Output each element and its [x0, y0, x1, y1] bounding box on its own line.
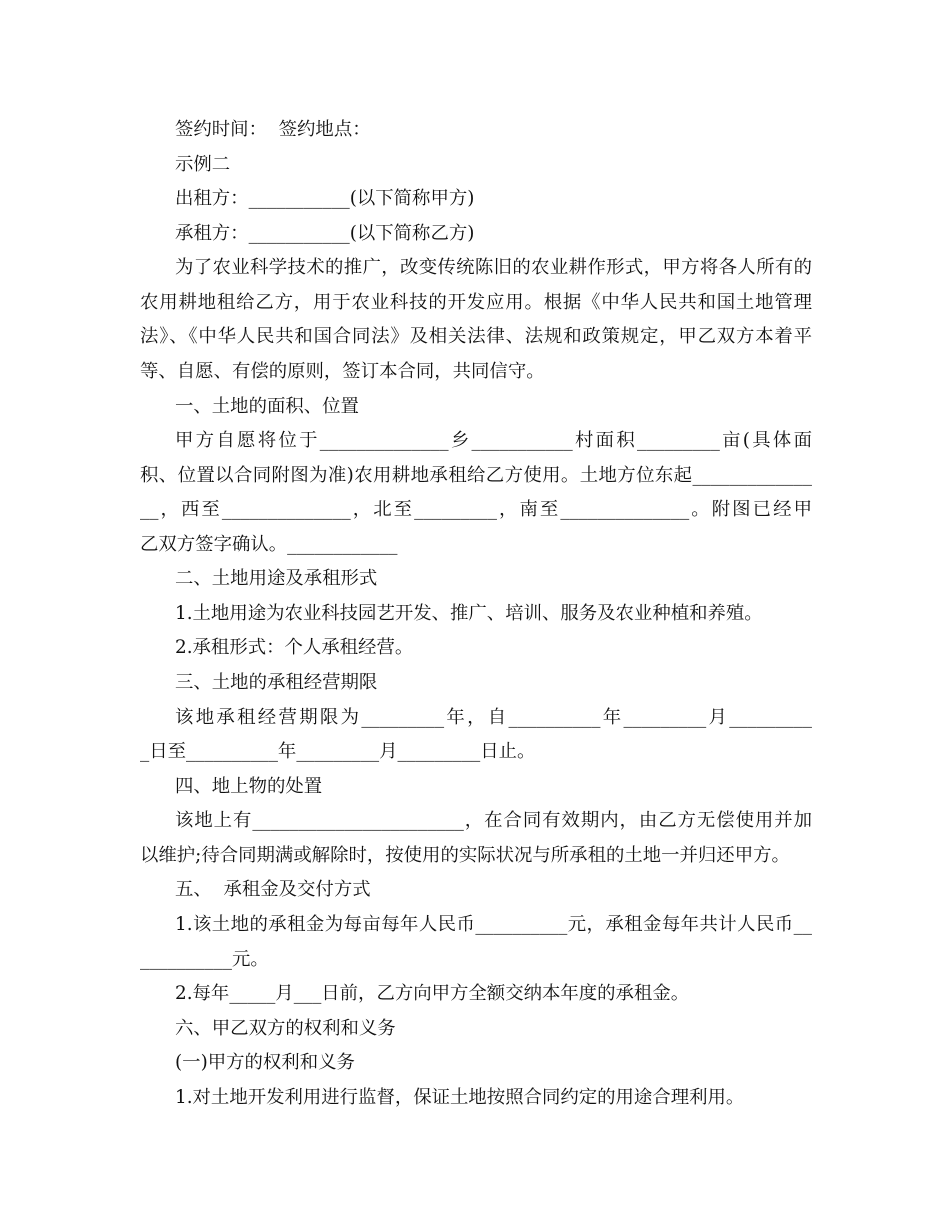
section-2-item-1: 1.土地用途为农业科技园艺开发、推广、培训、服务及农业种植和养殖。 [175, 602, 763, 624]
lessee-line: 承租方：___________(以下简称乙方) [175, 222, 475, 244]
section-6-heading: 六、甲乙双方的权利和义务 [175, 1017, 396, 1039]
preamble-line-4: 等、自愿、有偿的原则，签订本合同，共同信守。 [140, 360, 545, 382]
preamble-line-3: 法》、《中华人民共和国合同法》及相关法律、法规和政策规定，甲乙双方本着平 [140, 326, 812, 348]
lessor-line: 出租方：___________(以下简称甲方) [175, 188, 475, 210]
section-5-heading: 五、 承租金及交付方式 [175, 879, 371, 901]
section-5-item-1-line-1: 1.该土地的承租金为每亩每年人民币__________元，承租金每年共计人民币__ [175, 913, 812, 935]
section-1-line-3: __，西至______________，北至_________，南至______________。附图已经甲 [140, 499, 812, 521]
section-2-heading: 二、土地用途及承租形式 [175, 568, 378, 590]
section-1-line-4: 乙双方签字确认。____________ [140, 533, 398, 555]
section-5-item-1-line-2: __________元。 [140, 948, 269, 970]
section-3-heading: 三、土地的承租经营期限 [175, 672, 378, 693]
section-4-line-1: 该地上有_______________________，在合同有效期内，由乙方无偿使用并加 [175, 810, 812, 832]
preamble-line-1: 为了农业科学技术的推广，改变传统陈旧的农业耕作形式，甲方将各人所有的 [175, 257, 812, 279]
section-1-heading: 一、土地的面积、位置 [175, 395, 359, 417]
section-1-line-2: 积、位置以合同附图为准)农用耕地承租给乙方使用。土地方位东起_____________ [140, 464, 812, 486]
contract-body [140, 113, 812, 1115]
section-2-item-2: 2.承租形式：个人承租经营。 [175, 637, 414, 659]
section-1-line-1: 甲方自愿将位于______________乡___________村面积_________亩(具体面 [175, 430, 812, 452]
example-two-label: 示例二 [175, 153, 231, 175]
section-6-subheading-1: (一)甲方的权利和义务 [175, 1052, 355, 1074]
signing-time-place-line: 签约时间： 签约地点： [175, 119, 371, 140]
section-4-line-2: 以维护;待合同期满或解除时，按使用的实际状况与所承租的土地一并归还甲方。 [140, 844, 790, 866]
preamble-line-2: 农用耕地租给乙方，用于农业科技的开发应用。根据《中华人民共和国土地管理 [140, 291, 812, 313]
section-4-heading: 四、地上物的处置 [175, 775, 323, 797]
section-3-line-2: _日至__________年_________月_________日止。 [140, 741, 536, 763]
section-3-line-1: 该地承租经营期限为_________年，自__________年_________月_________ [175, 706, 812, 728]
section-5-item-2: 2.每年_____月___日前，乙方向甲方全额交纳本年度的承租金。 [175, 983, 690, 1005]
section-6-item-1: 1.对土地开发利用进行监督，保证土地按照合同约定的用途合理利用。 [175, 1086, 745, 1108]
